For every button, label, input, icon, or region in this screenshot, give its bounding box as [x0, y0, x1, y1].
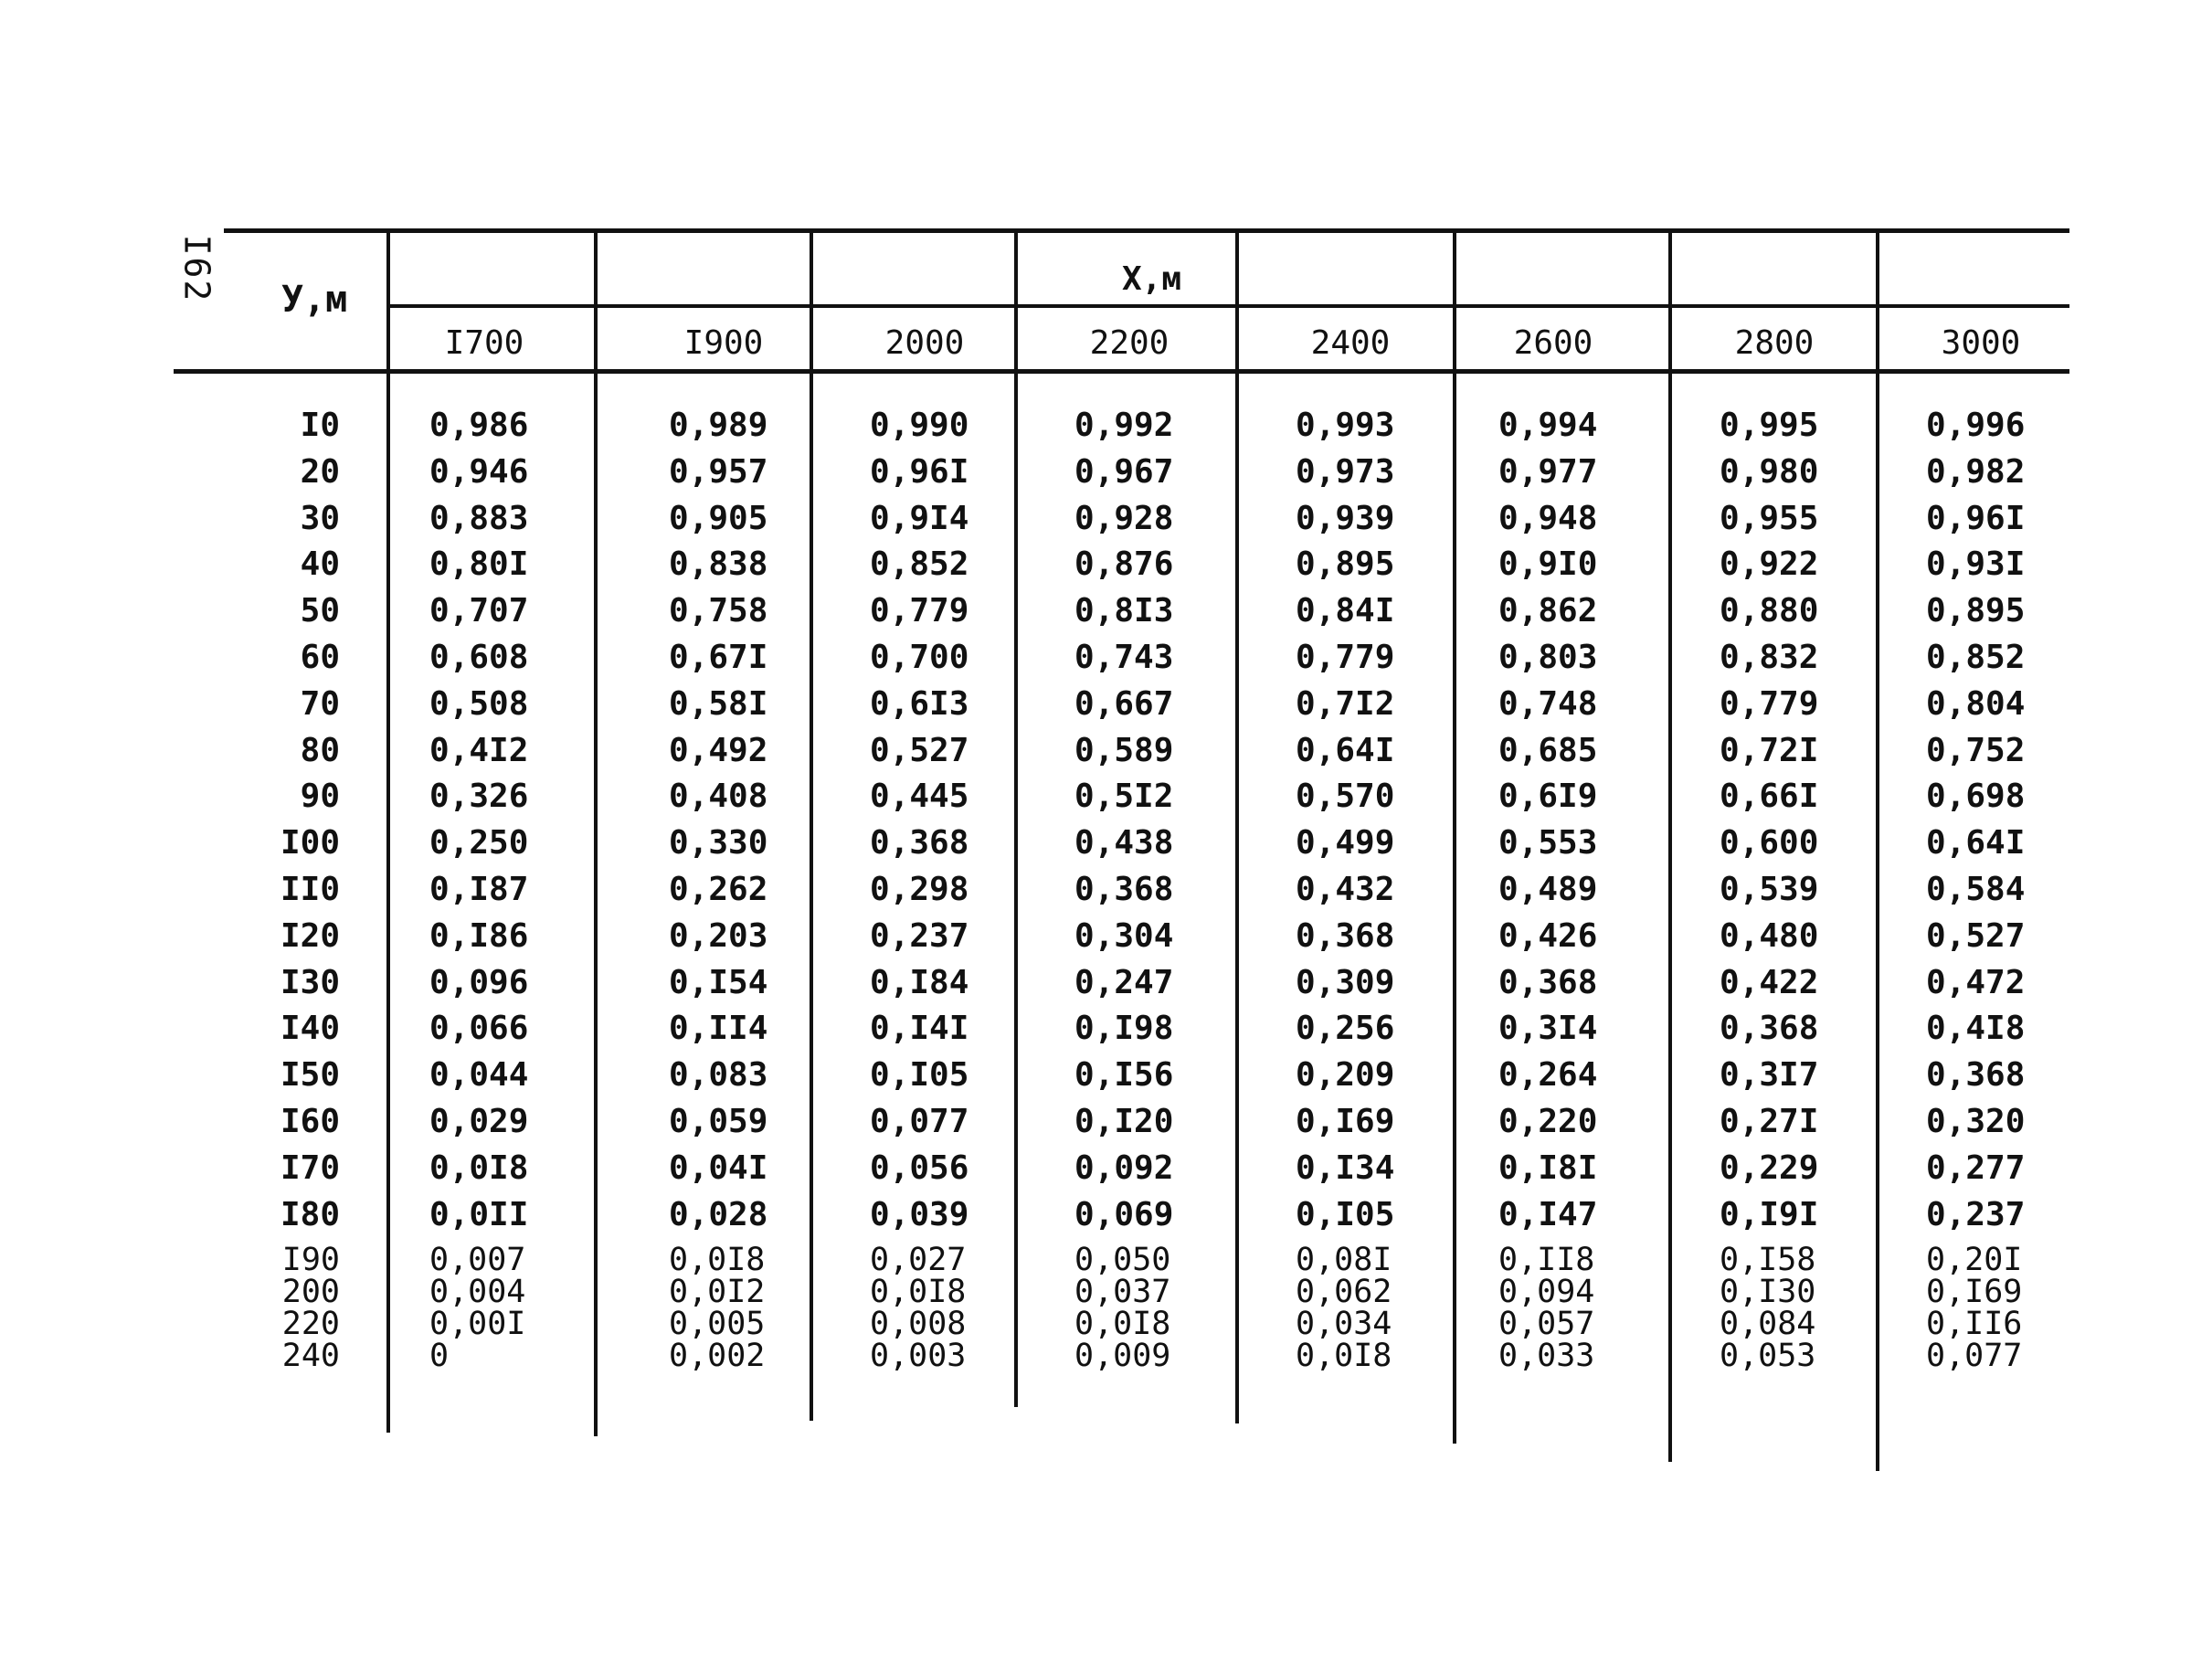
table-cell: 0,758 [669, 592, 768, 630]
row-label: 80 [300, 731, 340, 769]
table-cell: 0,743 [1074, 639, 1174, 676]
table-cell: 0,I8I [1498, 1148, 1598, 1187]
table-cell: 0,368 [1720, 1010, 1819, 1048]
table-cell: 0,083 [669, 1056, 768, 1095]
table-cell: 0,584 [1926, 871, 2026, 908]
table-cell: 0,570 [1296, 778, 1395, 816]
table-cell: 0,326 [429, 778, 529, 816]
row-label: 240 [281, 1338, 340, 1374]
table-cell: 0,480 [1720, 916, 1819, 955]
table-cell: 0,992 [1074, 407, 1174, 444]
column-rule [1453, 228, 1456, 1444]
column-rule [1014, 228, 1018, 1407]
row-label: 30 [300, 499, 340, 537]
table-cell: 0,0I8 [1074, 1306, 1171, 1342]
table-cell: 0,748 [1498, 684, 1598, 723]
column-rule [594, 228, 598, 1436]
table-cell: 0,852 [870, 545, 969, 584]
table-cell: 0,077 [870, 1103, 969, 1140]
table-cell: 0,3I4 [1498, 1010, 1598, 1048]
table-cell: 0,876 [1074, 545, 1174, 584]
table-cell: 0,982 [1926, 452, 2026, 491]
header-bottom-rule [174, 369, 2069, 374]
table-cell: 0,880 [1720, 592, 1819, 630]
row-label: I70 [280, 1148, 340, 1187]
table-cell: 0,I54 [669, 963, 768, 1001]
table-cell: 0,489 [1498, 871, 1598, 908]
column-rule [1668, 228, 1672, 1462]
table-cell: 0,426 [1498, 916, 1598, 955]
column-header: 2400 [1310, 324, 1391, 362]
column-header: 2800 [1734, 324, 1815, 362]
table-cell: 0,600 [1720, 824, 1819, 862]
table-cell: 0,0I8 [1296, 1338, 1392, 1374]
table-cell: 0,20I [1926, 1242, 2023, 1278]
table-cell: 0,I98 [1074, 1010, 1174, 1048]
table-cell: 0,804 [1926, 684, 2026, 723]
table-cell: 0 [429, 1338, 450, 1374]
row-label: 50 [300, 592, 340, 630]
table-cell: 0,438 [1074, 824, 1174, 862]
row-label: 70 [300, 684, 340, 723]
header-split-rule [388, 304, 2069, 308]
table-cell: 0,527 [870, 731, 969, 769]
table-cell: 0,003 [870, 1338, 967, 1374]
table-cell: 0,67I [669, 639, 768, 676]
table-cell: 0,237 [1926, 1195, 2026, 1233]
table-cell: 0,256 [1296, 1010, 1395, 1048]
table-cell: 0,220 [1498, 1103, 1598, 1140]
table-cell: 0,803 [1498, 639, 1598, 676]
table-cell: 0,0I8 [870, 1274, 967, 1310]
table-cell: 0,039 [870, 1195, 969, 1233]
column-rule [1876, 228, 1879, 1471]
table-cell: 0,967 [1074, 452, 1174, 491]
table-cell: 0,028 [669, 1195, 768, 1233]
table-cell: 0,309 [1296, 963, 1395, 1001]
table-cell: 0,I86 [429, 916, 529, 955]
table-cell: 0,928 [1074, 499, 1174, 537]
table-cell: 0,069 [1074, 1195, 1174, 1233]
table-cell: 0,368 [870, 824, 969, 862]
table-cell: 0,I56 [1074, 1056, 1174, 1095]
table-cell: 0,368 [1926, 1056, 2026, 1095]
table-cell: 0,7I2 [1296, 684, 1395, 723]
column-header: I700 [444, 324, 524, 362]
table-cell: 0,I34 [1296, 1148, 1395, 1187]
table-cell: 0,553 [1498, 824, 1598, 862]
table-cell: 0,I87 [429, 871, 529, 908]
table-cell: 0,247 [1074, 963, 1174, 1001]
table-cell: 0,72I [1720, 731, 1819, 769]
page-number: I62 [176, 234, 217, 303]
column-rule [386, 228, 390, 1433]
table-cell: 0,64I [1926, 824, 2026, 862]
table-cell: 0,685 [1498, 731, 1598, 769]
table-cell: 0,6I3 [870, 684, 969, 723]
table-cell: 0,698 [1926, 778, 2026, 816]
row-label: I90 [281, 1242, 340, 1278]
table-cell: 0,4I8 [1926, 1010, 2026, 1048]
table-cell: 0,262 [669, 871, 768, 908]
table-cell: 0,029 [429, 1103, 529, 1140]
table-cell: 0,I4I [870, 1010, 969, 1048]
table-cell: 0,955 [1720, 499, 1819, 537]
table-cell: 0,304 [1074, 916, 1174, 955]
table-cell: 0,986 [429, 407, 529, 444]
table-cell: 0,008 [870, 1306, 967, 1342]
column-header: 3000 [1941, 324, 2021, 362]
top-rule [224, 228, 2069, 233]
table-cell: 0,608 [429, 639, 529, 676]
table-cell: 0,I69 [1296, 1103, 1395, 1140]
row-label: 90 [300, 778, 340, 816]
table-cell: 0,I30 [1720, 1274, 1816, 1310]
table-cell: 0,58I [669, 684, 768, 723]
table-cell: 0,66I [1720, 778, 1819, 816]
row-label: 40 [300, 545, 340, 584]
table-cell: 0,80I [429, 545, 529, 584]
table-cell: 0,996 [1926, 407, 2026, 444]
column-rule [1235, 228, 1239, 1423]
table-cell: 0,990 [870, 407, 969, 444]
table-cell: 0,094 [1498, 1274, 1595, 1310]
table-cell: 0,004 [429, 1274, 526, 1310]
column-header: 2200 [1089, 324, 1170, 362]
table-cell: 0,0I8 [669, 1242, 766, 1278]
table-cell: 0,057 [1498, 1306, 1595, 1342]
table-cell: 0,059 [669, 1103, 768, 1140]
table-cell: 0,330 [669, 824, 768, 862]
table-cell: 0,895 [1296, 545, 1395, 584]
table-cell: 0,994 [1498, 407, 1598, 444]
table-cell: 0,905 [669, 499, 768, 537]
table-cell: 0,084 [1720, 1306, 1816, 1342]
table-cell: 0,973 [1296, 452, 1395, 491]
table-cell: 0,779 [1720, 684, 1819, 723]
table-cell: 0,II6 [1926, 1306, 2023, 1342]
row-label: I00 [280, 824, 340, 862]
table-cell: 0,053 [1720, 1338, 1816, 1374]
table-cell: 0,II8 [1498, 1242, 1595, 1278]
table-cell: 0,993 [1296, 407, 1395, 444]
table-cell: 0,0I8 [429, 1148, 529, 1187]
table-cell: 0,277 [1926, 1148, 2026, 1187]
table-cell: 0,472 [1926, 963, 2026, 1001]
row-label: I0 [300, 407, 340, 444]
table-cell: 0,995 [1720, 407, 1819, 444]
table-cell: 0,707 [429, 592, 529, 630]
table-cell: 0,I58 [1720, 1242, 1816, 1278]
table-cell: 0,445 [870, 778, 969, 816]
table-cell: 0,209 [1296, 1056, 1395, 1095]
table-cell: 0,422 [1720, 963, 1819, 1001]
column-header: I900 [683, 324, 764, 362]
column-rule [810, 228, 813, 1421]
table-cell: 0,6I9 [1498, 778, 1598, 816]
table-cell: 0,499 [1296, 824, 1395, 862]
table-cell: 0,250 [429, 824, 529, 862]
table-cell: 0,04I [669, 1148, 768, 1187]
table-cell: 0,056 [870, 1148, 969, 1187]
table-cell: 0,64I [1296, 731, 1395, 769]
table-cell: 0,9I0 [1498, 545, 1598, 584]
row-label: 200 [281, 1274, 340, 1310]
table-cell: 0,779 [1296, 639, 1395, 676]
table-cell: 0,007 [429, 1242, 526, 1278]
table-cell: 0,237 [870, 916, 969, 955]
table-cell: 0,368 [1498, 963, 1598, 1001]
table-cell: 0,077 [1926, 1338, 2023, 1374]
table-cell: 0,752 [1926, 731, 2026, 769]
table-cell: 0,264 [1498, 1056, 1598, 1095]
table-cell: 0,539 [1720, 871, 1819, 908]
table-cell: 0,862 [1498, 592, 1598, 630]
table-cell: 0,977 [1498, 452, 1598, 491]
table-cell: 0,044 [429, 1056, 529, 1095]
table-cell: 0,002 [669, 1338, 766, 1374]
table-cell: 0,I05 [870, 1056, 969, 1095]
table-cell: 0,946 [429, 452, 529, 491]
table-cell: 0,320 [1926, 1103, 2026, 1140]
table-cell: 0,957 [669, 452, 768, 491]
table-cell: 0,527 [1926, 916, 2026, 955]
table-cell: 0,229 [1720, 1148, 1819, 1187]
table-cell: 0,492 [669, 731, 768, 769]
table-cell: 0,203 [669, 916, 768, 955]
table-cell: 0,589 [1074, 731, 1174, 769]
table-cell: 0,432 [1296, 871, 1395, 908]
table-cell: 0,027 [870, 1242, 967, 1278]
row-label: I50 [280, 1056, 340, 1095]
column-header: 2600 [1513, 324, 1593, 362]
y-column-header: У,м [281, 279, 348, 321]
table-cell: 0,980 [1720, 452, 1819, 491]
row-label: 60 [300, 639, 340, 676]
table-cell: 0,667 [1074, 684, 1174, 723]
table-cell: 0,034 [1296, 1306, 1392, 1342]
table-cell: 0,8I3 [1074, 592, 1174, 630]
table-cell: 0,II4 [669, 1010, 768, 1048]
table-cell: 0,0II [429, 1195, 529, 1233]
table-cell: 0,408 [669, 778, 768, 816]
x-column-header: X,м [1122, 260, 1182, 298]
row-label: I20 [280, 916, 340, 955]
row-label: 20 [300, 452, 340, 491]
row-label: 220 [281, 1306, 340, 1342]
table-cell: 0,96I [1926, 499, 2026, 537]
row-label: I80 [280, 1195, 340, 1233]
table-cell: 0,033 [1498, 1338, 1595, 1374]
table-cell: 0,062 [1296, 1274, 1392, 1310]
table-cell: 0,832 [1720, 639, 1819, 676]
table-cell: 0,895 [1926, 592, 2026, 630]
table-cell: 0,9I4 [870, 499, 969, 537]
table-cell: 0,948 [1498, 499, 1598, 537]
table-cell: 0,096 [429, 963, 529, 1001]
table-cell: 0,368 [1296, 916, 1395, 955]
table-cell: 0,0I2 [669, 1274, 766, 1310]
table-cell: 0,037 [1074, 1274, 1171, 1310]
table-cell: 0,852 [1926, 639, 2026, 676]
table-cell: 0,I9I [1720, 1195, 1819, 1233]
table-cell: 0,96I [870, 452, 969, 491]
table-cell: 0,005 [669, 1306, 766, 1342]
table-cell: 0,I69 [1926, 1274, 2023, 1310]
table-cell: 0,298 [870, 871, 969, 908]
table-cell: 0,08I [1296, 1242, 1392, 1278]
table-cell: 0,883 [429, 499, 529, 537]
table-cell: 0,00I [429, 1306, 526, 1342]
table-cell: 0,93I [1926, 545, 2026, 584]
table-cell: 0,939 [1296, 499, 1395, 537]
table-cell: 0,508 [429, 684, 529, 723]
table-cell: 0,4I2 [429, 731, 529, 769]
table-cell: 0,I47 [1498, 1195, 1598, 1233]
column-header: 2000 [884, 324, 965, 362]
row-label: II0 [280, 871, 340, 908]
table-cell: 0,066 [429, 1010, 529, 1048]
row-label: I30 [280, 963, 340, 1001]
table-cell: 0,009 [1074, 1338, 1171, 1374]
row-label: I60 [280, 1103, 340, 1140]
table-cell: 0,092 [1074, 1148, 1174, 1187]
table-cell: 0,5I2 [1074, 778, 1174, 816]
table-cell: 0,050 [1074, 1242, 1171, 1278]
row-label: I40 [280, 1010, 340, 1048]
table-cell: 0,838 [669, 545, 768, 584]
table-cell: 0,989 [669, 407, 768, 444]
table-cell: 0,368 [1074, 871, 1174, 908]
table-cell: 0,3I7 [1720, 1056, 1819, 1095]
table-cell: 0,I84 [870, 963, 969, 1001]
table-cell: 0,I20 [1074, 1103, 1174, 1140]
table-cell: 0,922 [1720, 545, 1819, 584]
table-cell: 0,700 [870, 639, 969, 676]
table-cell: 0,27I [1720, 1103, 1819, 1140]
table-cell: 0,84I [1296, 592, 1395, 630]
table-cell: 0,I05 [1296, 1195, 1395, 1233]
table-cell: 0,779 [870, 592, 969, 630]
